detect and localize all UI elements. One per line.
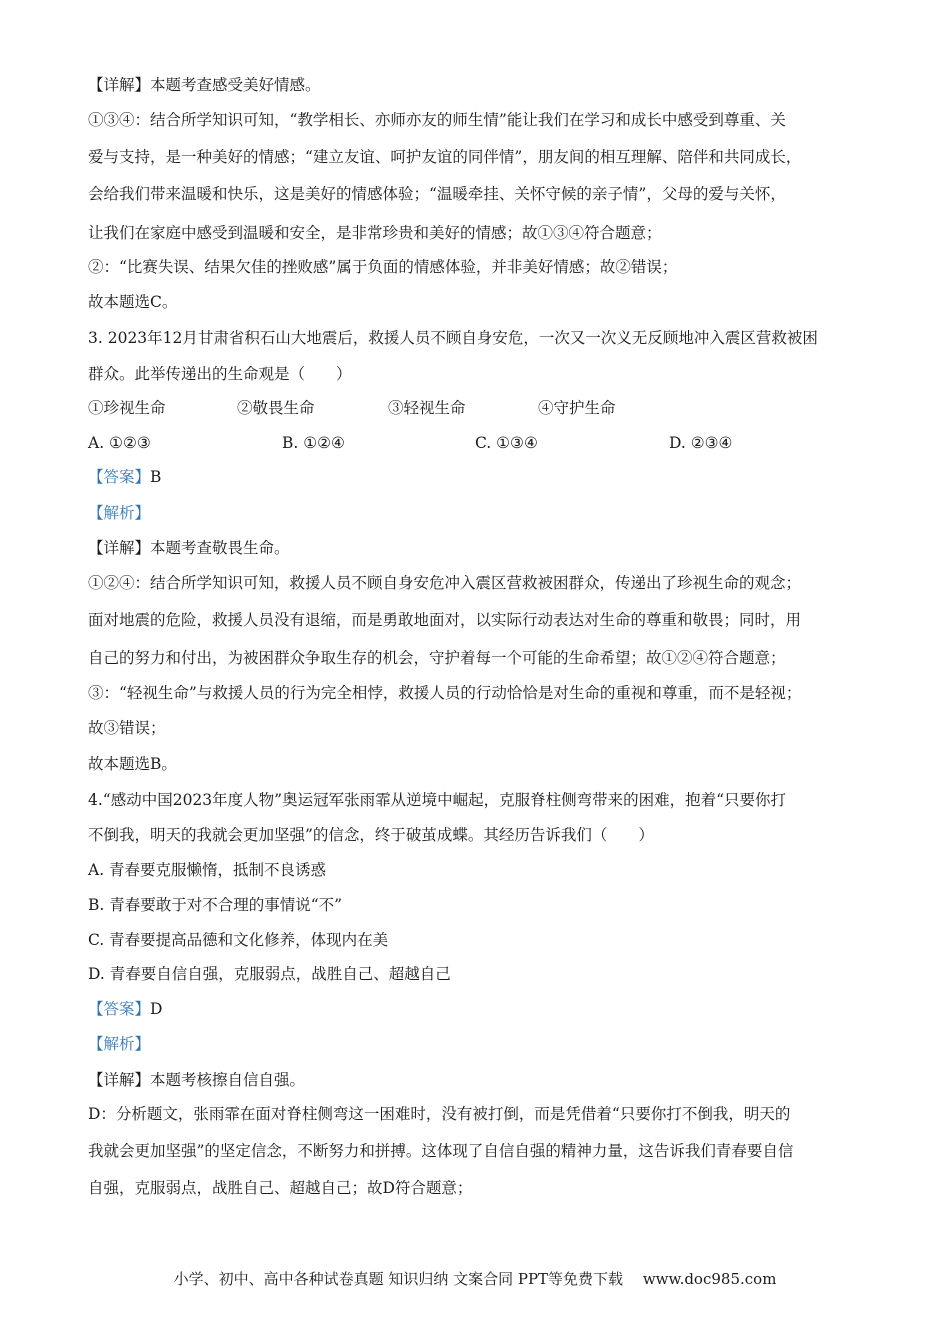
choice-b: B. ①②④ <box>282 434 345 452</box>
text-line: ③：“轻视生命”与救援人员的行为完全相悖，救援人员的行动恰恰是对生命的重视和尊重，而不是轻视； <box>88 684 802 702</box>
detail-line <box>88 1069 305 1091</box>
text-line: 爱与支持，是一种美好的情感；“建立友谊、呵护友谊的同伴情”，朋友间的相互理解、陪伴和共同成长， <box>88 148 802 166</box>
choice-d: D. ②③④ <box>669 434 733 452</box>
answer-line <box>88 466 161 488</box>
statement-item: ③轻视生命 <box>388 399 466 417</box>
text-line: 故③错误； <box>88 719 166 737</box>
question-stem: 不倒我，明天的我就会更加坚强”的信念，终于破茧成蝶。其经历告诉我们（ ） <box>88 826 654 844</box>
detail-line <box>88 537 290 559</box>
statement-item: ①珍视生命 <box>88 399 166 417</box>
analysis-tag: 【解析】 <box>88 1035 151 1053</box>
question-stem: 4.“感动中国2023年度人物”奥运冠军张雨霏从逆境中崛起，克服脊柱侧弯带来的困难，抱着“只要你打 <box>88 791 787 809</box>
detail-text: 本题考查感受美好情感。 <box>150 76 321 94</box>
answer-tag: 【答案】 <box>88 1000 151 1018</box>
question-stem: 3. 2023年12月甘肃省积石山大地震后，救援人员不顾自身安危，一次又一次义无反顾地冲入震区营救被困 <box>88 329 818 347</box>
q2-detail-line <box>88 74 321 96</box>
answer-choices <box>88 432 878 454</box>
answer-line <box>88 998 162 1020</box>
choice-d: D. 青春要自信自强，克服弱点，战胜自己、超越自己 <box>88 965 451 983</box>
text-line: 让我们在家庭中感受到温暖和安全，是非常珍贵和美好的情感；故①③④符合题意； <box>88 224 662 242</box>
statement-items <box>88 397 878 419</box>
choice-c: C. ①③④ <box>475 434 538 452</box>
text-line: 故本题选C。 <box>88 293 178 311</box>
choice-a: A. 青春要克服懒惰，抵制不良诱惑 <box>88 861 327 879</box>
choice-c: C. 青春要提高品德和文化修养，体现内在美 <box>88 931 389 949</box>
text-line: 我就会更加坚强”的坚定信念，不断努力和拼搏。这体现了自信自强的精神力量，这告诉我们青春要自信 <box>88 1142 794 1160</box>
text-line: ①②④：结合所学知识可知，救援人员不顾自身安危冲入震区营救被困群众，传递出了珍视生命的观念； <box>88 574 802 592</box>
text-line: ①③④：结合所学知识可知，“教学相长、亦师亦友的师生情”能让我们在学习和成长中感受到尊重、关 <box>88 111 786 129</box>
page-footer: 小学、初中、高中各种试卷真题 知识归纳 文案合同 PPT等免费下载 www.doc985.com <box>173 1270 777 1288</box>
text-line: ②：“比赛失误、结果欠佳的挫败感”属于负面的情感体验，并非美好情感；故②错误； <box>88 258 678 276</box>
detail-tag: 【详解】 <box>88 539 151 557</box>
answer-value: D <box>150 1000 163 1018</box>
answer-value: B <box>150 468 162 486</box>
analysis-tag: 【解析】 <box>88 504 151 522</box>
text-line: D：分析题文，张雨霏在面对脊柱侧弯这一困难时，没有被打倒，而是凭借着“只要你打不倒我，明天的 <box>88 1105 791 1123</box>
answer-tag: 【答案】 <box>88 468 151 486</box>
detail-text: 本题考查敬畏生命。 <box>150 539 290 557</box>
statement-item: ④守护生命 <box>538 399 616 417</box>
statement-item: ②敬畏生命 <box>237 399 315 417</box>
detail-tag: 【详解】 <box>88 76 151 94</box>
detail-tag: 【详解】 <box>88 1071 151 1089</box>
text-line: 会给我们带来温暖和快乐，这是美好的情感体验；“温暖牵挂、关怀守候的亲子情”，父母的爱与关怀， <box>88 185 786 203</box>
text-line: 自强，克服弱点，战胜自己、超越自己；故D符合题意； <box>88 1179 473 1197</box>
text-line: 面对地震的危险，救援人员没有退缩，而是勇敢地面对，以实际行动表达对生命的尊重和敬畏；同时，用 <box>88 611 802 629</box>
text-line: 故本题选B。 <box>88 755 177 773</box>
choice-a: A. ①②③ <box>88 434 151 452</box>
detail-text: 本题考核擦自信自强。 <box>150 1071 306 1089</box>
question-stem: 群众。此举传递出的生命观是（ ） <box>88 365 352 383</box>
text-line: 自己的努力和付出，为被困群众争取生存的机会，守护着每一个可能的生命希望；故①②④符合题意； <box>88 649 786 667</box>
choice-b: B. 青春要敢于对不合理的事情说“不” <box>88 896 343 914</box>
